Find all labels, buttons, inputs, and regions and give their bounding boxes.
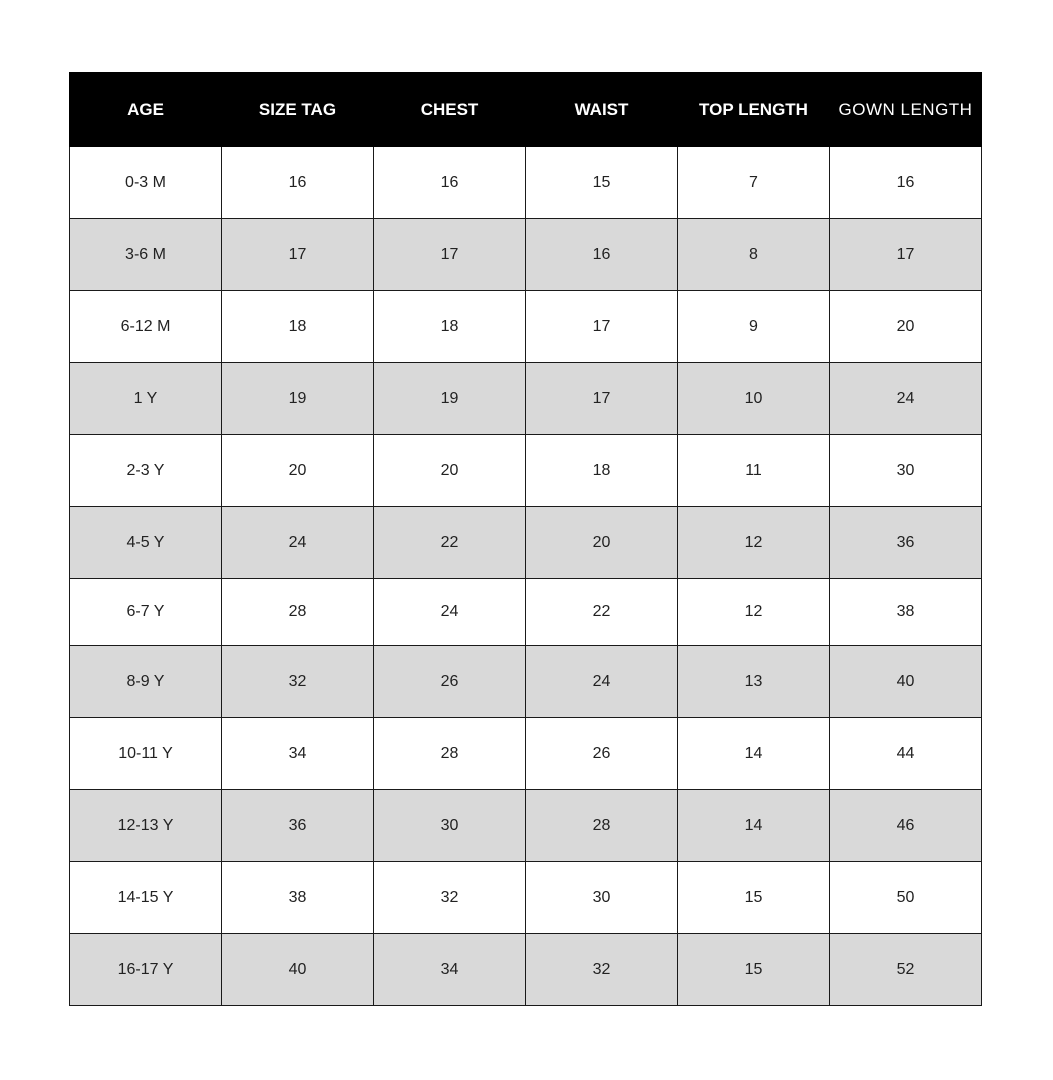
cell-waist: 22 [526,579,678,646]
cell-gown-length: 44 [830,718,982,790]
cell-age: 14-15 Y [70,862,222,934]
cell-size-tag: 38 [222,862,374,934]
cell-chest: 17 [374,219,526,291]
cell-size-tag: 19 [222,363,374,435]
header-age: AGE [70,73,222,147]
table-header [70,73,982,147]
cell-waist: 20 [526,507,678,579]
cell-age: 8-9 Y [70,646,222,718]
cell-size-tag: 20 [222,435,374,507]
cell-size-tag: 36 [222,790,374,862]
cell-chest: 28 [374,718,526,790]
table-row [70,363,982,435]
cell-age: 6-7 Y [70,579,222,646]
cell-top-length: 12 [678,507,830,579]
cell-size-tag: 32 [222,646,374,718]
cell-top-length: 8 [678,219,830,291]
cell-gown-length: 52 [830,934,982,1006]
cell-top-length: 7 [678,147,830,219]
cell-size-tag: 24 [222,507,374,579]
cell-top-length: 15 [678,934,830,1006]
cell-chest: 30 [374,790,526,862]
cell-size-tag: 17 [222,219,374,291]
cell-age: 16-17 Y [70,934,222,1006]
cell-chest: 19 [374,363,526,435]
cell-waist: 17 [526,363,678,435]
cell-chest: 34 [374,934,526,1006]
header-size-tag: SIZE TAG [222,73,374,147]
cell-gown-length: 50 [830,862,982,934]
cell-age: 4-5 Y [70,507,222,579]
cell-waist: 26 [526,718,678,790]
cell-age: 3-6 M [70,219,222,291]
cell-chest: 26 [374,646,526,718]
table-row [70,435,982,507]
cell-waist: 18 [526,435,678,507]
cell-gown-length: 16 [830,147,982,219]
table-row [70,646,982,718]
cell-waist: 17 [526,291,678,363]
cell-chest: 24 [374,579,526,646]
cell-age: 10-11 Y [70,718,222,790]
table-row [70,862,982,934]
cell-gown-length: 46 [830,790,982,862]
cell-waist: 16 [526,219,678,291]
cell-chest: 18 [374,291,526,363]
cell-age: 2-3 Y [70,435,222,507]
cell-age: 12-13 Y [70,790,222,862]
cell-age: 1 Y [70,363,222,435]
cell-waist: 15 [526,147,678,219]
table-row [70,507,982,579]
cell-size-tag: 28 [222,579,374,646]
cell-top-length: 14 [678,718,830,790]
size-chart-table [69,72,982,1006]
cell-top-length: 13 [678,646,830,718]
cell-gown-length: 24 [830,363,982,435]
table-row [70,147,982,219]
cell-gown-length: 38 [830,579,982,646]
table-row [70,219,982,291]
table-row [70,579,982,646]
cell-age: 6-12 M [70,291,222,363]
cell-chest: 20 [374,435,526,507]
cell-gown-length: 17 [830,219,982,291]
header-chest: CHEST [374,73,526,147]
table-row [70,291,982,363]
cell-top-length: 15 [678,862,830,934]
cell-top-length: 11 [678,435,830,507]
cell-top-length: 14 [678,790,830,862]
cell-gown-length: 40 [830,646,982,718]
cell-gown-length: 30 [830,435,982,507]
cell-gown-length: 36 [830,507,982,579]
cell-top-length: 10 [678,363,830,435]
table-row [70,934,982,1006]
cell-age: 0-3 M [70,147,222,219]
cell-waist: 32 [526,934,678,1006]
header-row [70,73,982,147]
cell-waist: 28 [526,790,678,862]
cell-size-tag: 18 [222,291,374,363]
cell-size-tag: 16 [222,147,374,219]
cell-waist: 30 [526,862,678,934]
cell-chest: 22 [374,507,526,579]
cell-top-length: 9 [678,291,830,363]
header-waist: WAIST [526,73,678,147]
header-gown-length: GOWN LENGTH [830,73,982,147]
table-row [70,718,982,790]
header-top-length: TOP LENGTH [678,73,830,147]
cell-chest: 32 [374,862,526,934]
cell-waist: 24 [526,646,678,718]
cell-top-length: 12 [678,579,830,646]
cell-size-tag: 40 [222,934,374,1006]
cell-chest: 16 [374,147,526,219]
cell-size-tag: 34 [222,718,374,790]
table-row [70,790,982,862]
cell-gown-length: 20 [830,291,982,363]
table-body [70,147,982,1006]
